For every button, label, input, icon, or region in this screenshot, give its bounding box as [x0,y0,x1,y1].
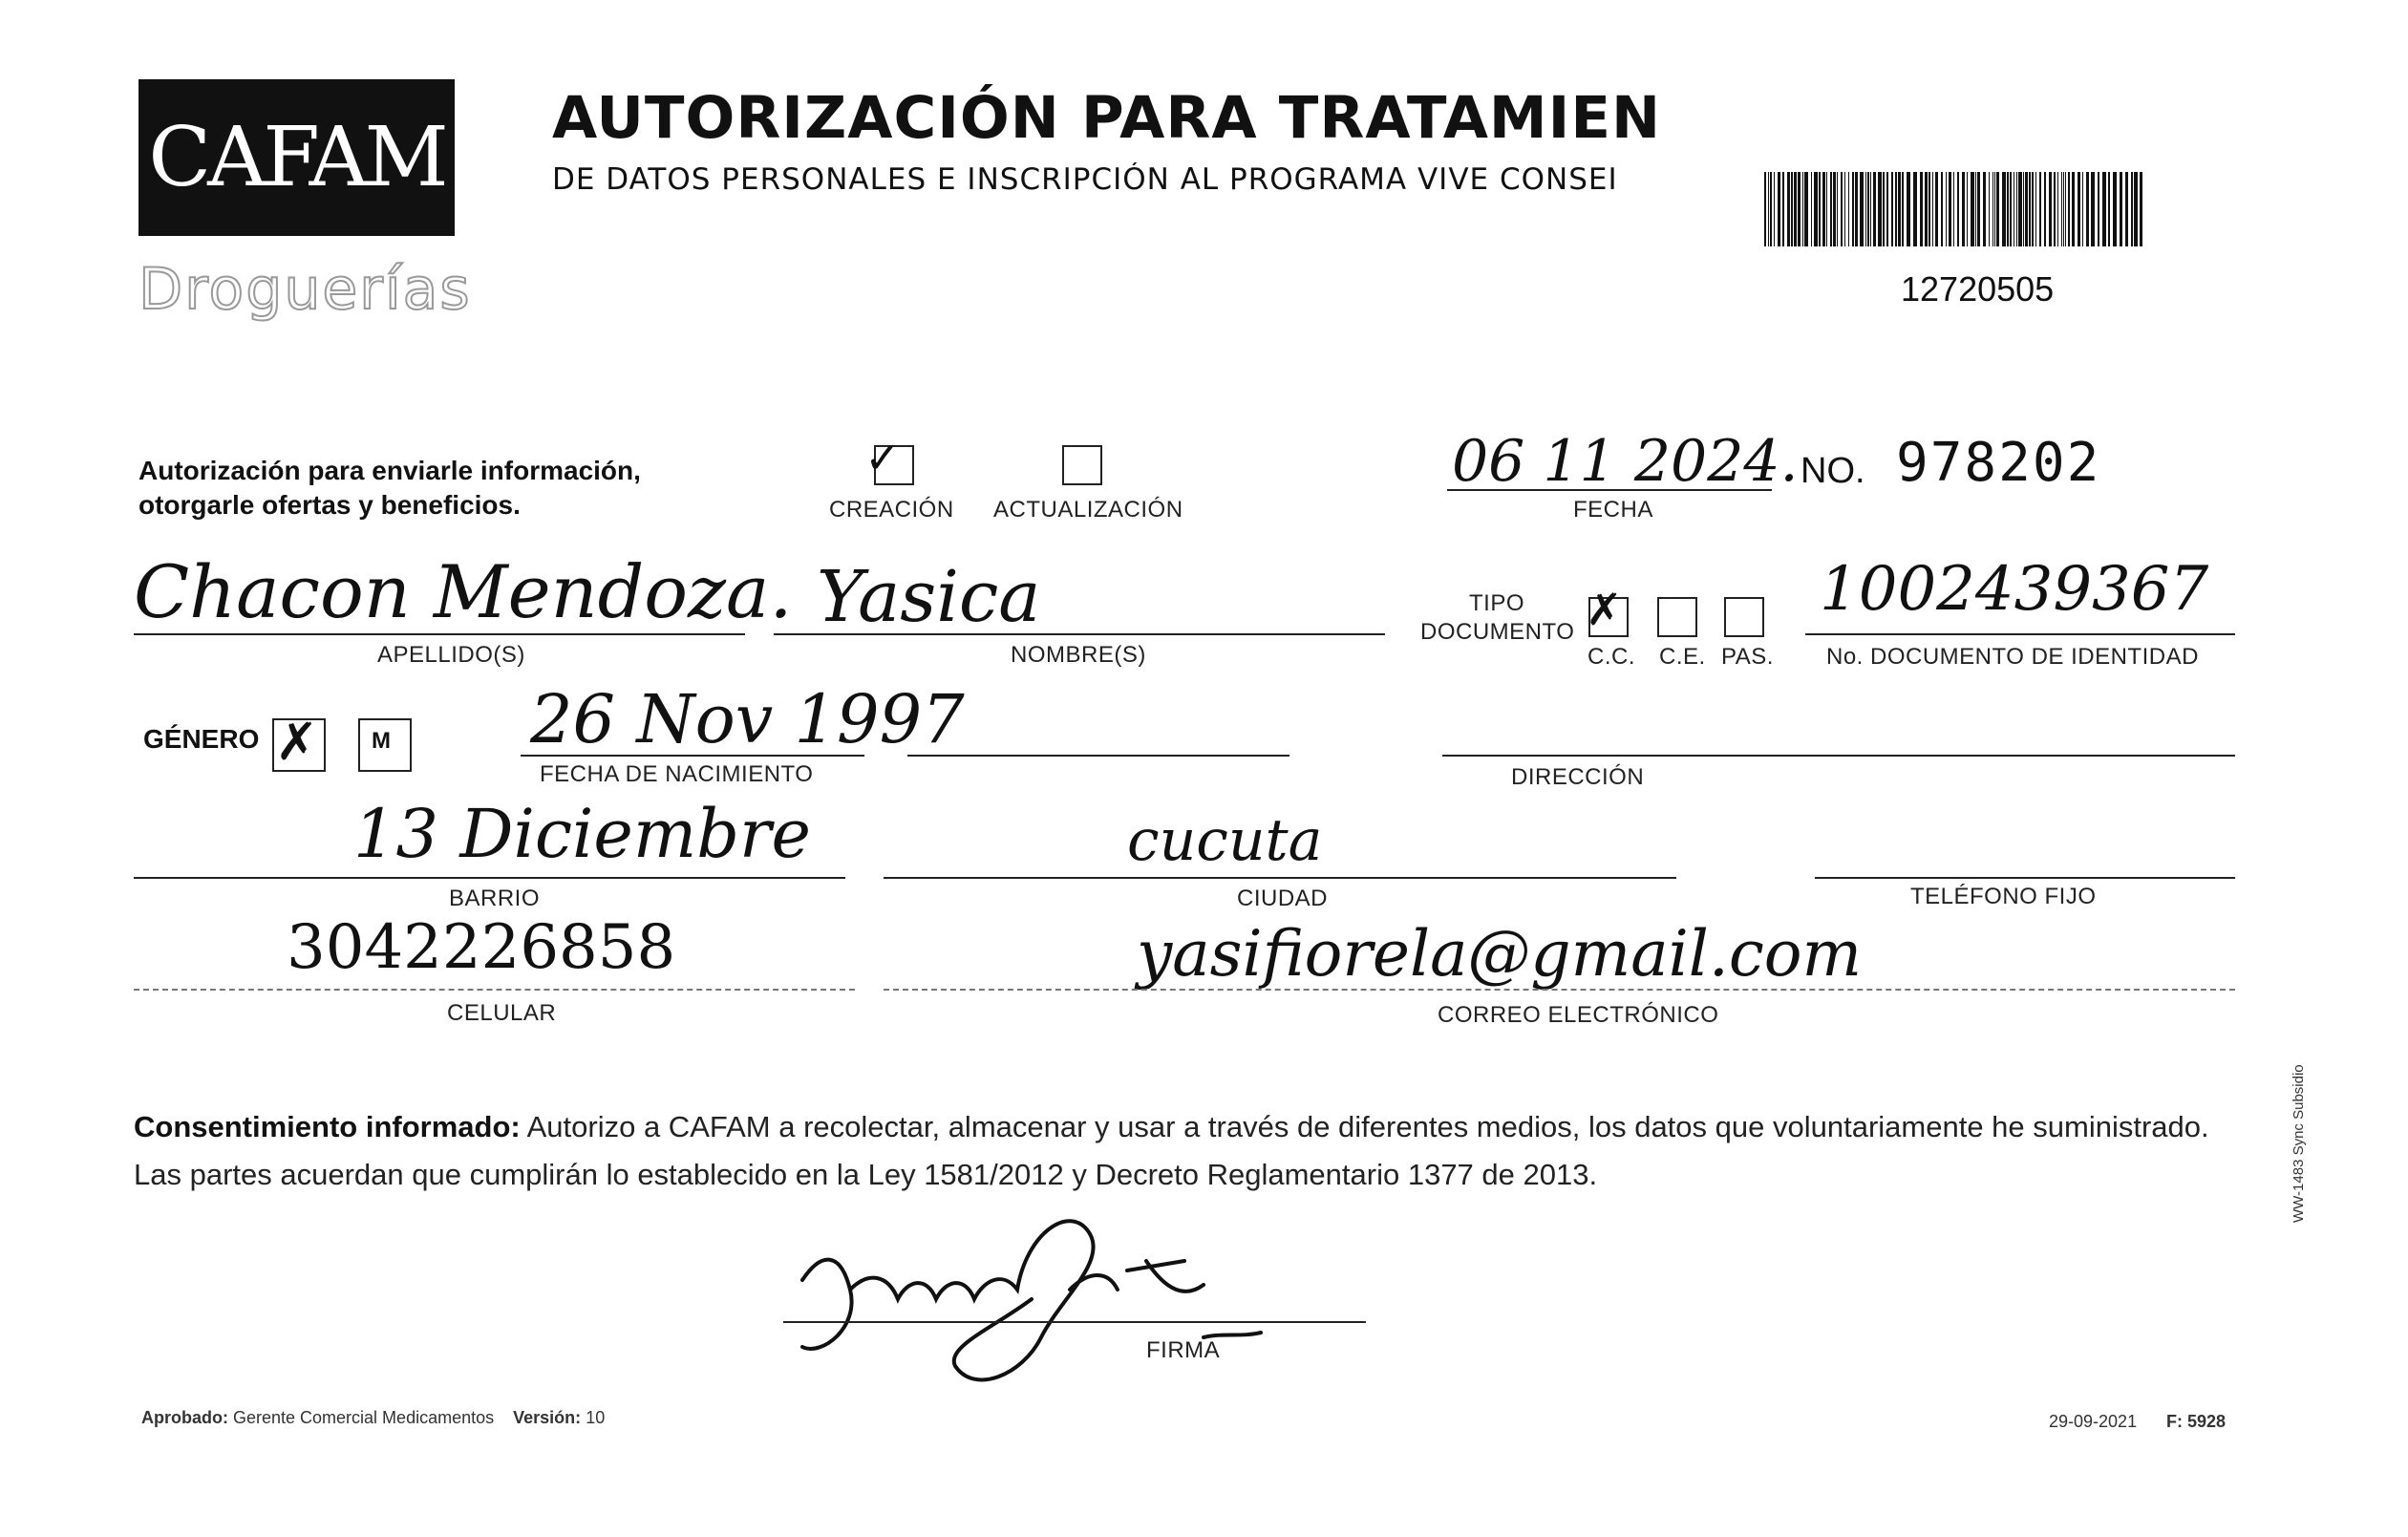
actualizacion-checkbox[interactable] [1062,445,1102,485]
telefono-label: TELÉFONO FIJO [1910,884,2097,909]
direccion-label: DIRECCIÓN [1511,764,1645,790]
logo-text: CAFAM [148,110,445,205]
x-mark-icon: ✗ [1586,584,1623,635]
celular-value: 3042226858 [287,912,676,983]
documento-label: No. DOCUMENTO DE IDENTIDAD [1826,644,2199,670]
firma-label: FIRMA [1146,1337,1221,1363]
aprobado-label: Aprobado: [141,1408,228,1427]
x-mark-icon: ✗ [275,712,319,772]
tipo-label-1: TIPO [1469,590,1525,616]
intro-line-1: Autorización para enviarle información, [139,456,641,485]
footer-form-code: F: 5928 [2166,1412,2227,1431]
consent-bold: Consentimiento informado: [134,1110,521,1143]
correo-label: CORREO ELECTRÓNICO [1438,1002,1719,1028]
genero-label: GÉNERO [143,724,260,754]
barrio-label: BARRIO [449,886,541,911]
consent-paragraph [134,1103,2245,1199]
logo-subtitle: Droguerías [139,256,472,323]
ciudad-label: CIUDAD [1237,886,1329,911]
nombres-label: NOMBRE(S) [1011,642,1146,668]
genero-m-label: M [372,728,391,754]
ce-checkbox[interactable] [1657,597,1697,637]
side-text: WW-1483 Sync Subsidio [2291,1064,2307,1223]
no-label: NO. [1801,451,1865,491]
ciudad-value: cucuta [1127,807,1323,874]
pas-label: PAS. [1721,644,1774,670]
no-value: 978202 [1896,432,2101,494]
correo-value: yasifiorela@gmail.com [1137,917,1863,991]
documento-value: 1002439367 [1820,554,2209,625]
intro-line-2: otorgarle ofertas y beneficios. [139,490,521,520]
signature-graphic [783,1194,1280,1399]
cc-label: C.C. [1588,644,1635,670]
barrio-value: 13 Diciembre [353,795,811,873]
barcode-number: 12720505 [1901,269,2055,309]
version-label: Versión: [513,1408,582,1427]
pas-checkbox[interactable] [1724,597,1764,637]
ce-label: C.E. [1659,644,1706,670]
nombres-value: Yasica [817,556,1041,638]
nacimiento-label: FECHA DE NACIMIENTO [540,761,814,787]
aprobado-value: Gerente Comercial Medicamentos [233,1408,495,1427]
consent-text: Autorizo a CAFAM a recolectar, almacenar y usar a través de diferentes medios, los datos que voluntariamente he suministrado. Las partes acuerdan que cumplirán lo establecido en la Ley 1581/2012 y Decreto Reglamentario 1377 de 2013. [134,1110,2209,1191]
footer-aprobado [141,1408,605,1428]
fecha-value: 06 11 2024. [1452,428,1799,495]
cafam-logo [139,79,455,236]
form-subtitle: DE DATOS PERSONALES E INSCRIPCIÓN AL PROGRAMA VIVE CONSEI [552,162,1618,197]
version-value: 10 [586,1408,606,1427]
apellidos-value: Chacon Mendoza. [134,549,793,634]
celular-label: CELULAR [447,1000,557,1026]
check-mark-icon: ✓ [864,432,902,483]
barcode-icon [1764,172,2146,246]
nacimiento-value: 26 Nov 1997 [530,680,965,758]
footer-date: 29-09-2021 [2049,1412,2138,1431]
creacion-label: CREACIÓN [829,497,954,523]
tipo-label-2: DOCUMENTO [1420,619,1575,645]
actualizacion-label: ACTUALIZACIÓN [993,497,1183,523]
apellidos-label: APELLIDO(S) [377,642,525,668]
form-title: AUTORIZACIÓN PARA TRATAMIEN [552,84,1662,152]
fecha-label: FECHA [1573,497,1653,523]
